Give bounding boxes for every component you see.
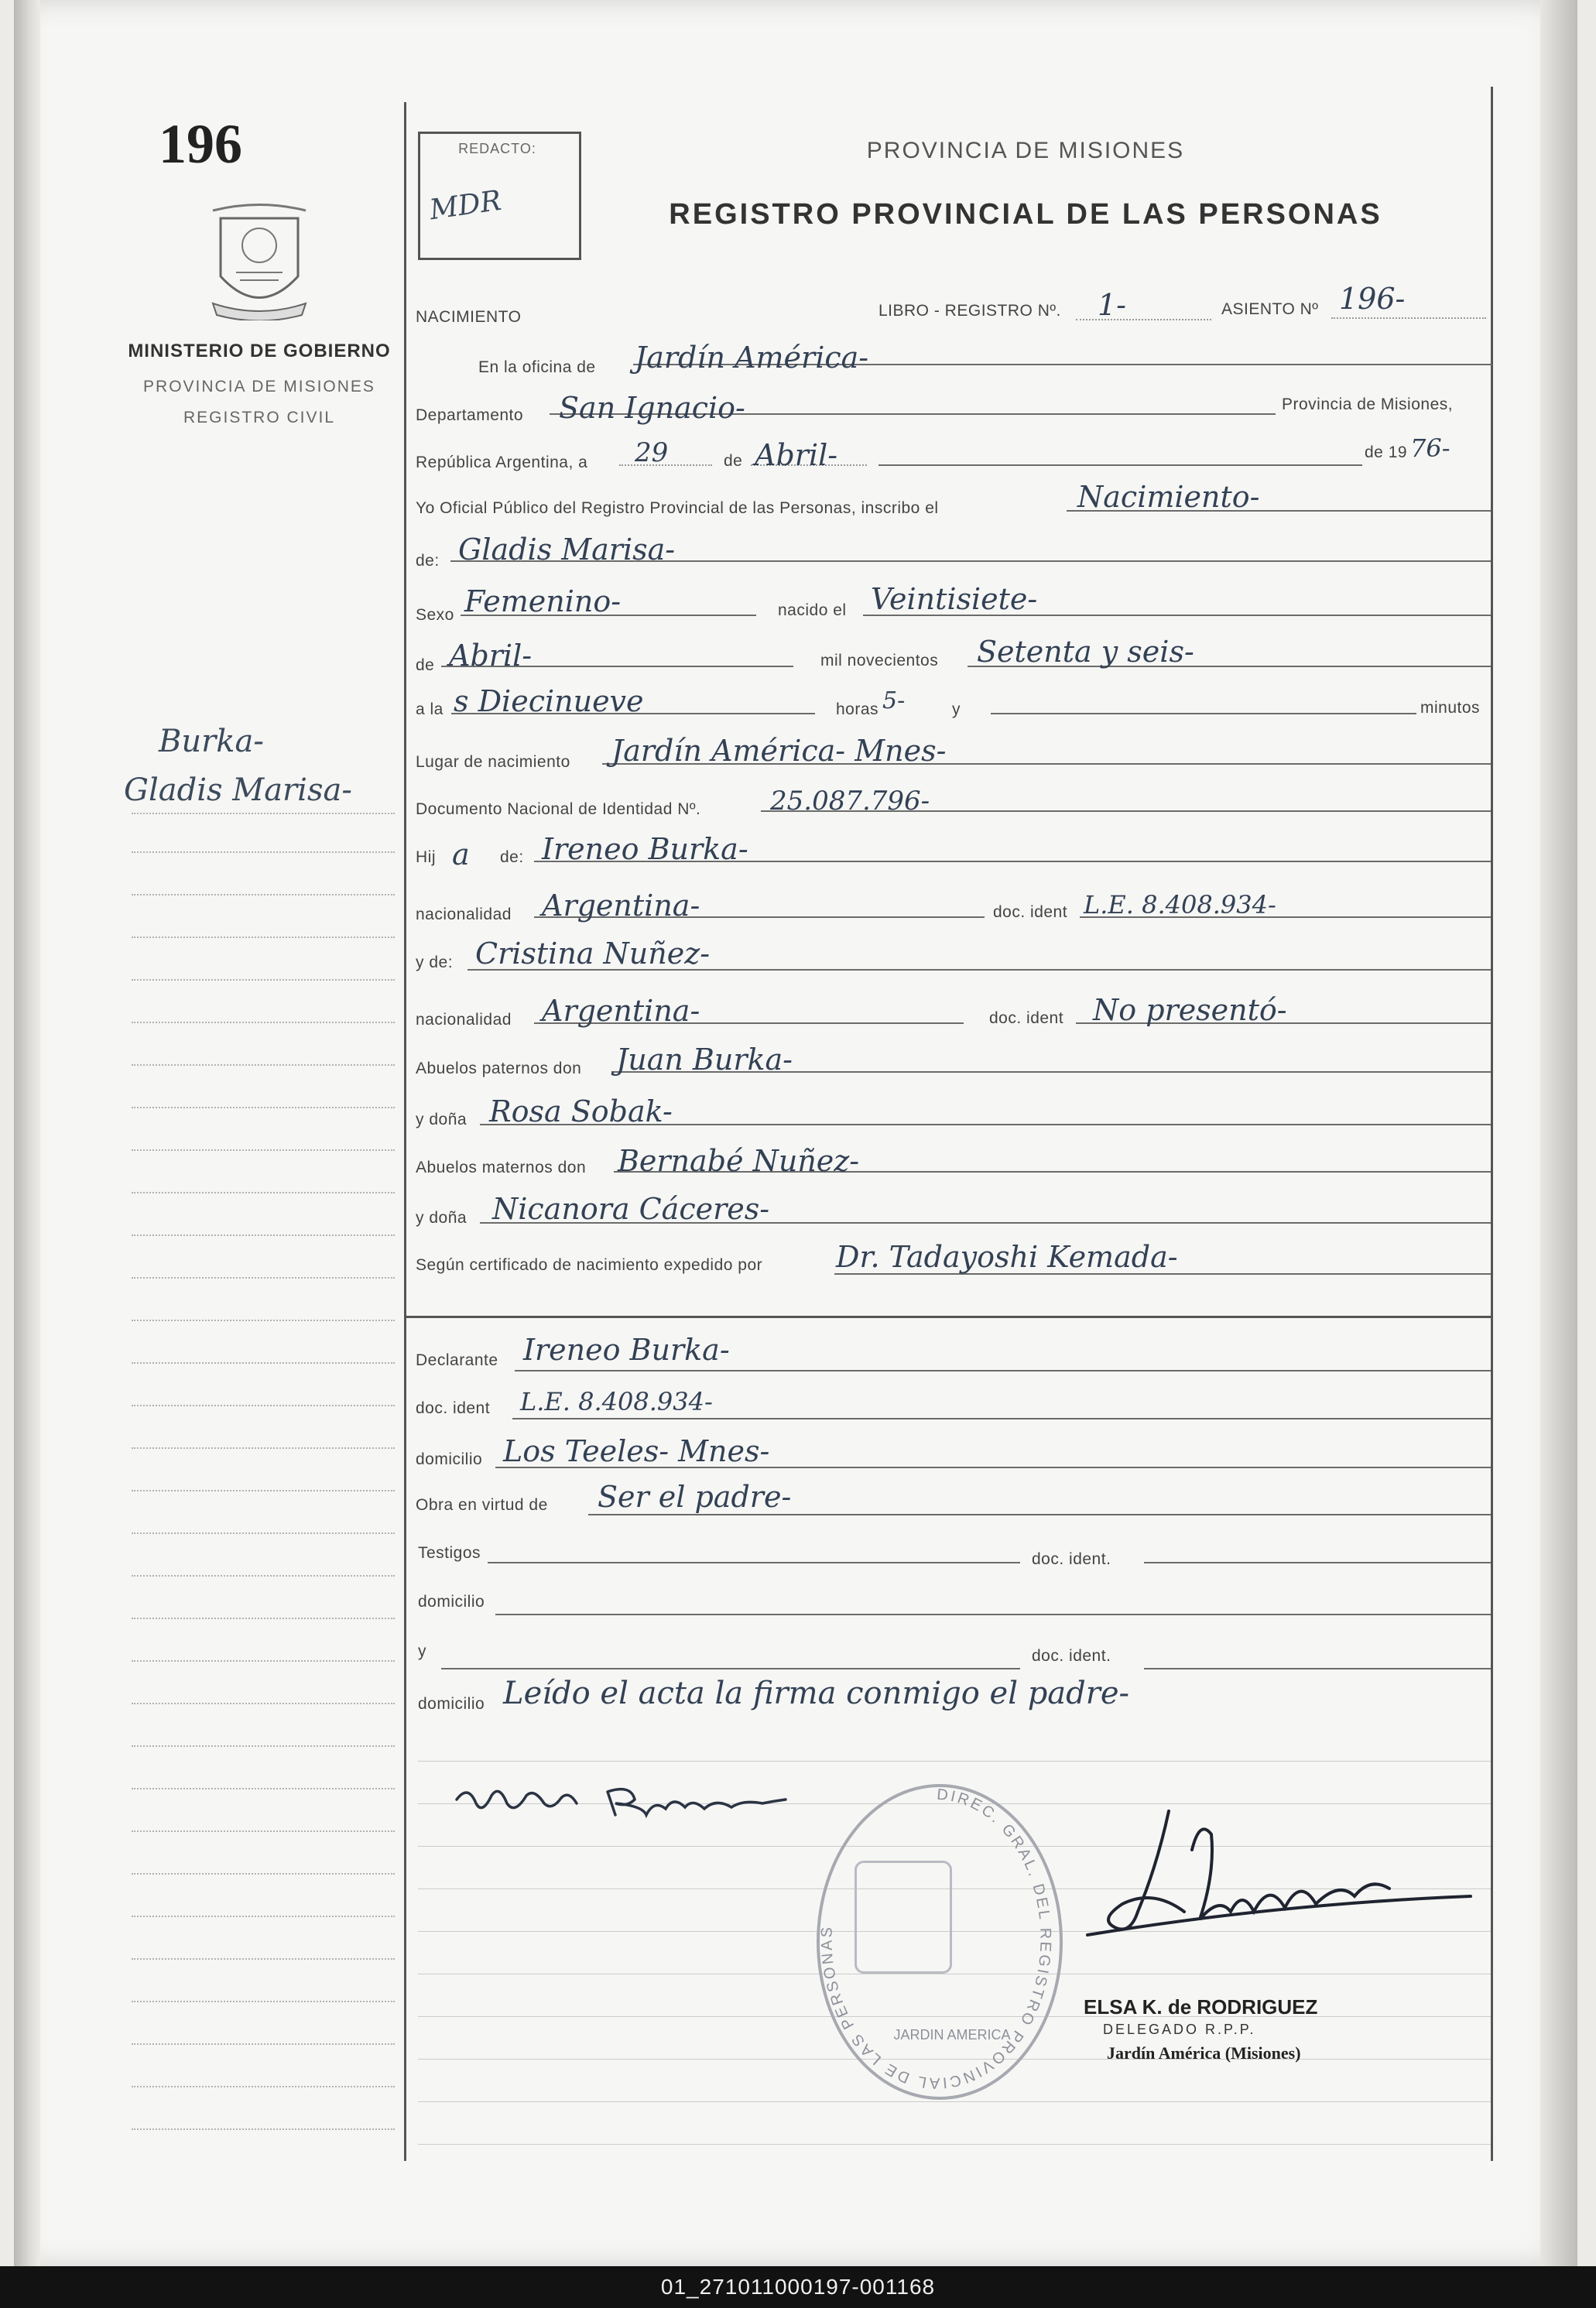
province-title: PROVINCIA DE MISIONES — [866, 138, 1185, 163]
testigos-label: Testigos — [418, 1544, 481, 1562]
y-dona-paterna-label: y doña — [416, 1111, 467, 1128]
testigo2-domicilio-label: domicilio — [418, 1695, 485, 1713]
obra-label: Obra en virtud de — [416, 1496, 548, 1514]
hora-value: s Diecinueve — [454, 684, 644, 718]
redacto-initials: MDR — [427, 184, 504, 227]
nac-padre-value: Argentina- — [542, 889, 700, 923]
nombre-value: Gladis Marisa- — [458, 532, 676, 567]
nac-padre-label: nacionalidad — [416, 906, 512, 923]
certificado-value: Dr. Tadayoshi Kemada- — [836, 1240, 1178, 1274]
record-type-label: NACIMIENTO — [416, 308, 522, 326]
dni-value: 25.087.796- — [770, 786, 930, 817]
asiento-value: 196- — [1339, 282, 1406, 316]
departamento-value: San Ignacio- — [559, 391, 745, 425]
hij-de-label: de: — [500, 848, 524, 866]
mil-label: mil novecientos — [820, 652, 939, 669]
madre-value: Cristina Nuñez- — [475, 937, 711, 971]
inscribo-value: Nacimiento- — [1077, 480, 1260, 514]
minutos-label: minutos — [1420, 699, 1481, 717]
asiento-label: ASIENTO Nº — [1221, 300, 1319, 318]
folio-number: 196 — [159, 113, 242, 175]
hij-label: Hij — [416, 848, 436, 866]
testigos-doc-label: doc. ident. — [1032, 1550, 1111, 1568]
oficina-label: En la oficina de — [478, 358, 596, 376]
doc-padre-label: doc. ident — [993, 903, 1068, 921]
declarante-domicilio-value: Los Teeles- Mnes- — [503, 1434, 770, 1468]
civil-registry-label: REGISTRO CIVIL — [183, 409, 336, 426]
abuelos-paternos-label: Abuelos paternos don — [416, 1060, 582, 1077]
declarante-domicilio-label: domicilio — [416, 1450, 483, 1468]
obra-value: Ser el padre- — [598, 1480, 792, 1514]
de-label: de — [724, 452, 743, 470]
form-left-rule — [404, 102, 406, 2161]
binding-spine — [14, 0, 40, 2266]
stamp-center-label: JARDIN AMERICA — [893, 2027, 1011, 2043]
doc-madre-label: doc. ident — [989, 1009, 1064, 1027]
y-de-label: y de: — [416, 954, 454, 971]
margin-note-surname: Burka- — [159, 724, 264, 759]
nacido-label: nacido el — [778, 601, 847, 619]
padre-value: Ireneo Burka- — [542, 832, 748, 866]
margin-note-given-names: Gladis Marisa- — [124, 772, 352, 808]
horas-value: 5- — [882, 687, 906, 714]
mil-value: Setenta y seis- — [977, 635, 1194, 669]
sexo-label: Sexo — [416, 606, 454, 624]
redacto-label: REDACTO: — [458, 141, 536, 156]
official-place: Jardín América (Misiones) — [1107, 2043, 1301, 2063]
a-las-label: a la — [416, 700, 444, 718]
declarante-label: Declarante — [416, 1351, 498, 1369]
birth-day-value: 29 — [635, 437, 669, 468]
registry-title: REGISTRO PROVINCIAL DE LAS PERSONAS — [669, 198, 1382, 231]
nacido-value: Veintisiete- — [871, 582, 1038, 616]
republica-label: República Argentina, a — [416, 454, 588, 471]
inscribo-label: Yo Oficial Público del Registro Provincial de las Personas, inscribo el — [416, 499, 939, 517]
coat-of-arms-icon — [205, 203, 313, 320]
anio-value: 76- — [1410, 433, 1450, 463]
closing-statement: Leído el acta la firma conmigo el padre- — [503, 1676, 1130, 1711]
abuela-materna-value: Nicanora Cáceres- — [492, 1192, 770, 1226]
libro-value: 1- — [1098, 288, 1127, 322]
official-role: DELEGADO R.P.P. — [1103, 2022, 1256, 2037]
y-dona-materna-label: y doña — [416, 1209, 467, 1227]
abuela-paterna-value: Rosa Sobak- — [489, 1094, 673, 1128]
doc-madre-value: No presentó- — [1093, 993, 1287, 1027]
doc-padre-value: L.E. 8.408.934- — [1084, 890, 1276, 919]
provincia-label: Provincia de Misiones, — [1282, 396, 1454, 413]
abuelos-maternos-label: Abuelos maternos don — [416, 1159, 587, 1176]
image-id-footer: 01_271011000197-001168 — [0, 2266, 1596, 2308]
stamp-ring-text — [817, 1784, 1057, 2094]
testigo-domicilio-label: domicilio — [418, 1593, 485, 1611]
lugar-label: Lugar de nacimiento — [416, 753, 570, 771]
anio-label: de 19 — [1365, 443, 1408, 461]
svg-text:DIREC. GRAL. DEL REGISTRO PROV — [818, 1786, 1053, 2092]
declarant-signature-icon — [453, 1769, 793, 1830]
birth-month-value: Abril- — [755, 438, 838, 472]
lugar-value: Jardín América- Mnes- — [611, 734, 947, 768]
official-name: ELSA K. de RODRIGUEZ — [1084, 1995, 1318, 2019]
nac-madre-value: Argentina- — [542, 994, 700, 1028]
stamp-ring-label: DIREC. GRAL. DEL REGISTRO PROVINCIAL DE LAS PERSONAS — [818, 1786, 1054, 2092]
y-label: y — [952, 700, 961, 718]
testigo2-doc-label: doc. ident. — [1032, 1647, 1111, 1665]
oficina-value: Jardín América- — [635, 341, 869, 375]
official-signature-icon — [1084, 1803, 1486, 1981]
libro-label: LIBRO - REGISTRO Nº. — [878, 302, 1061, 320]
y-testigo-label: y — [418, 1642, 426, 1660]
declarante-doc-label: doc. ident — [416, 1399, 491, 1417]
nac-madre-label: nacionalidad — [416, 1011, 512, 1029]
de-mes-label: de — [416, 656, 435, 674]
abuelo-paterno-value: Juan Burka- — [616, 1043, 793, 1077]
province-label: PROVINCIA DE MISIONES — [143, 378, 375, 396]
sexo-value: Femenino- — [464, 584, 622, 618]
page-edge — [1540, 0, 1577, 2266]
abuelo-materno-value: Bernabé Nuñez- — [618, 1144, 860, 1178]
declarante-value: Ireneo Burka- — [523, 1333, 730, 1367]
certificado-label: Según certificado de nacimiento expedido por — [416, 1256, 763, 1274]
ministry-label: MINISTERIO DE GOBIERNO — [128, 341, 391, 361]
hij-suffix: a — [452, 837, 470, 871]
de-mes-value: Abril- — [449, 639, 533, 673]
departamento-label: Departamento — [416, 406, 524, 424]
nombre-label: de: — [416, 552, 440, 570]
declarante-doc-value: L.E. 8.408.934- — [520, 1387, 713, 1416]
form-right-rule — [1491, 87, 1493, 2161]
section-divider — [404, 1316, 1492, 1318]
dni-label: Documento Nacional de Identidad Nº. — [416, 800, 701, 818]
horas-label: horas — [836, 700, 879, 718]
